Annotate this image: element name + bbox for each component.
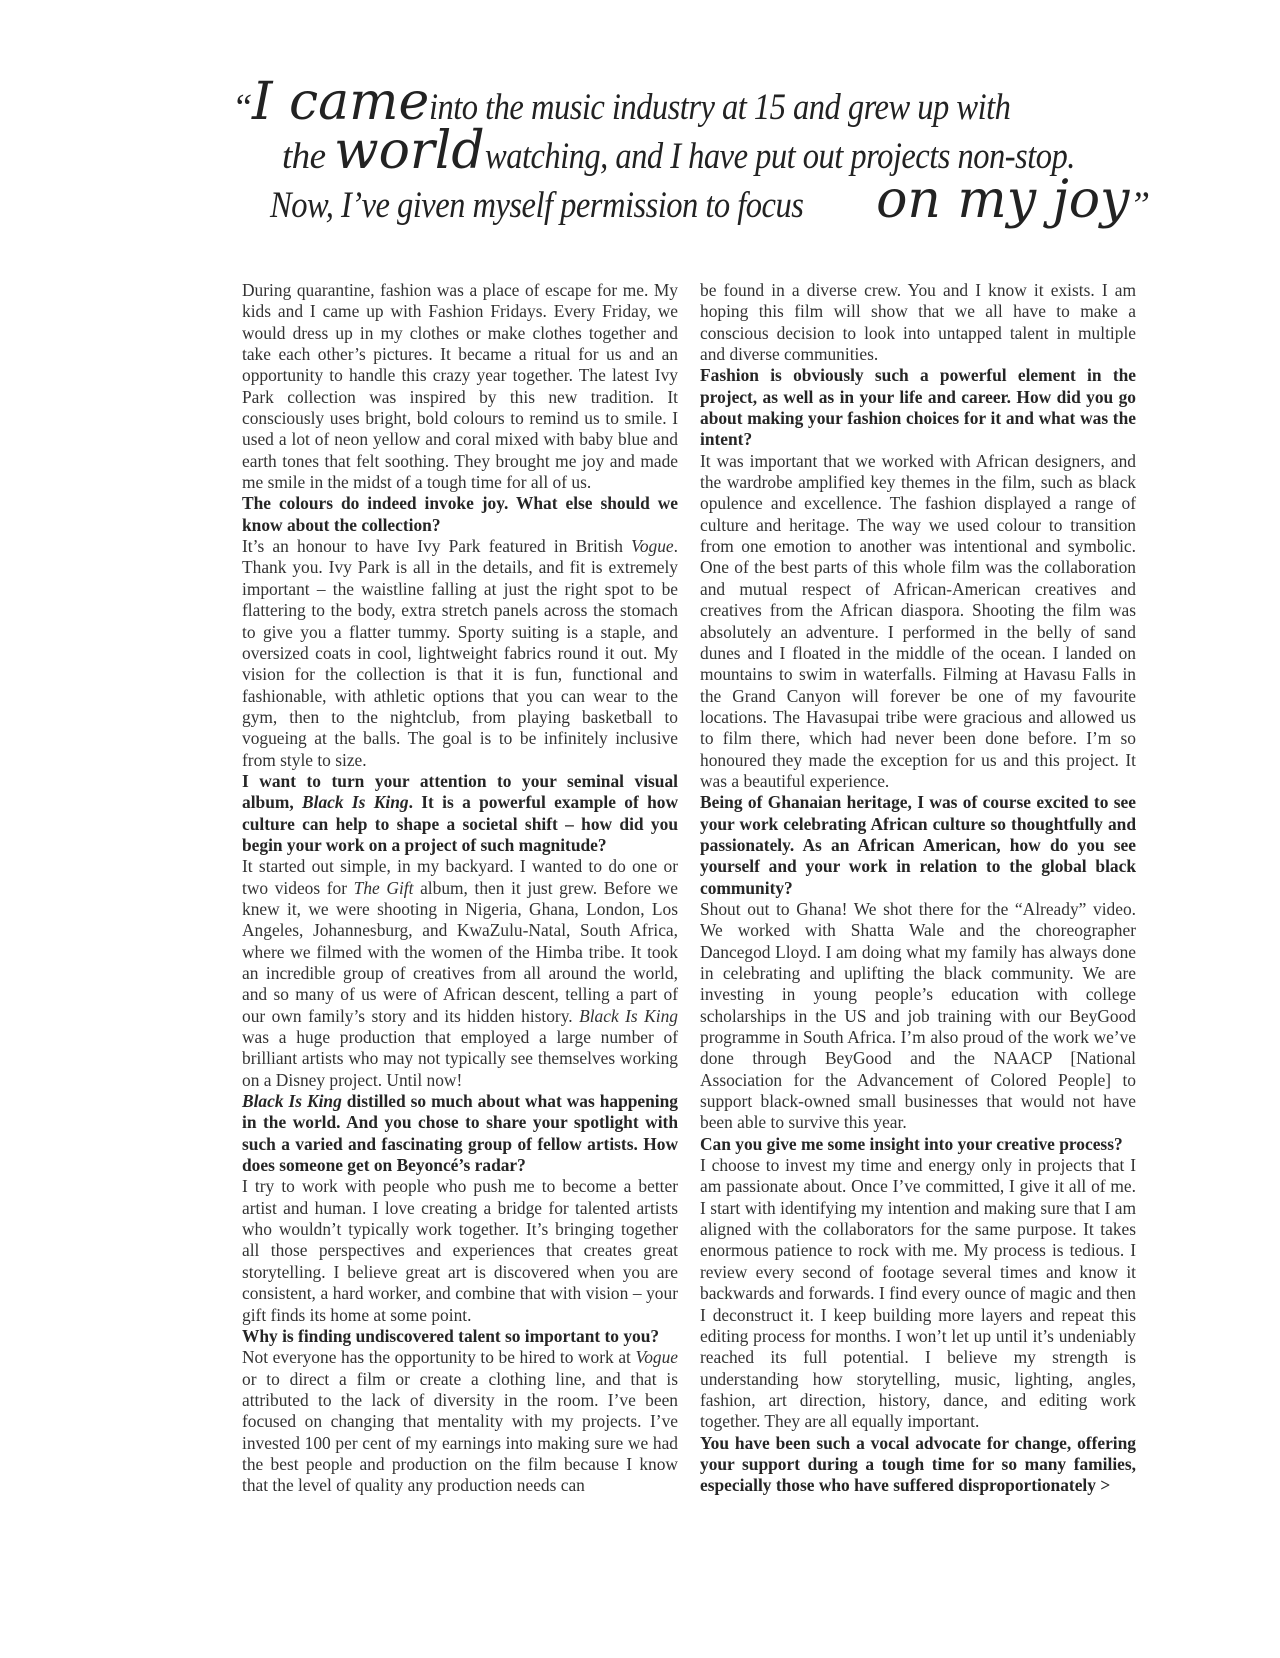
paragraph-text: You have been such a vocal advocate for change, offering your support during a tough time for so many families, especially those who have suffered disproportionately [700, 1432, 1136, 1496]
article-column-left [242, 280, 678, 1497]
paragraph-text: Can you give me some insight into your creative process? [700, 1133, 1123, 1154]
paragraph-text: Shout out to Ghana! We shot there for the “Already” video. We worked with Shatta Wale and the choreographer Dancegod Lloyd. I am doing what my family has always done in celebrating and uplifting the black community. We are investing in young people’s education with college scholarships in the US and job training with our BeyGood programme in South Africa. I’m also proud of the work we’ve done through BeyGood and the NAACP [National Association for the Advancement of Colored People] to support black-owned small businesses that would not have been able to survive this year. [700, 898, 1136, 1133]
pull-quote-emphasis: on my joy [876, 170, 1130, 230]
interview-answer [242, 1176, 678, 1325]
paragraph-text: It’s an honour to have Ivy Park featured in British [242, 536, 632, 557]
interview-question [700, 792, 1136, 899]
interview-question [242, 493, 678, 536]
pull-quote-line-3 [232, 170, 1172, 230]
italic-title-text: The Gift [353, 877, 414, 898]
interview-question [242, 771, 678, 856]
paragraph-text: During quarantine, fashion was a place of escape for me. My kids and I came up with Fashion Fridays. Every Friday, we would dress up in my clothes or make clothes together and take each other’s pictures. It became a ritual for us and an opportunity to handle this crazy year together. The latest Ivy Park collection was inspired by this new tradition. It consciously uses bright, bold colours to remind us to smile. I used a lot of neon yellow and coral mixed with baby blue and earth tones that felt soothing. They brought me joy and made me smile in the midst of a tough time for all of us. [242, 280, 678, 493]
article-column-right [700, 280, 1136, 1497]
pull-quote-emphasis: world [334, 121, 485, 181]
paragraph-text: Why is finding undiscovered talent so important to you? [242, 1325, 660, 1346]
interview-answer [700, 451, 1136, 793]
interview-answer [700, 899, 1136, 1134]
paragraph-text: was a huge production that employed a large number of brilliant artists who may not typically see themselves working on a Disney project. Until now! [242, 1027, 678, 1090]
interview-answer [242, 280, 678, 493]
paragraph-text: I try to work with people who push me to become a better artist and human. I love creating a bridge for talented artists who wouldn’t typically work together. It’s bringing together all those perspectives and experiences that creates great storytelling. I believe great art is discovered when you are consistent, a hard worker, and combine that with vision – your gift finds its home at some point. [242, 1176, 678, 1325]
italic-title-text: Vogue [635, 1347, 678, 1368]
pull-quote-line-2 [232, 121, 1172, 181]
pull-quote-text: into the music industry at 15 and grew up with [429, 87, 1011, 128]
interview-question [242, 1091, 678, 1176]
paragraph-text: Not everyone has the opportunity to be hired to work at [242, 1347, 636, 1368]
interview-answer [242, 536, 678, 771]
interview-answer [700, 1155, 1136, 1432]
paragraph-text: or to direct a film or create a clothing line, and that is attributed to the lack of diversity in the room. I’ve been focused on changing that mentality with my projects. I’ve invested 100 per cent of my earnings into making sure we had the best people and production on the film because I know that the level of quality any production needs can [242, 1368, 678, 1496]
paragraph-text: . It is a powerful example of how culture can help to shape a societal shift – how did you begin your work on a project of such magnitude? [242, 792, 678, 855]
pull-quote [232, 72, 1172, 230]
paragraph-text: I choose to invest my time and energy only in projects that I am passionate about. Once I’ve committed, I give it all of me. I start with identifying my intention and making sure that I am aligned with the collaborators for the same purpose. It takes enormous patience to rock with me. My process is tedious. I review every second of footage several times and know it backwards and forwards. I find every ounce of magic and then I deconstruct it. I keep building more layers and repeat this editing process for months. I won’t let up until it’s undeniably reached its full potential. I believe my strength is understanding how storytelling, music, lighting, angles, fashion, art direction, history, dance, and editing work together. They are all equally important. [700, 1155, 1136, 1432]
pull-quote-text: the [282, 136, 335, 177]
pull-quote-text: Now, I’ve given myself permission to focus [270, 185, 804, 226]
paragraph-text: It started out simple, in my backyard. I wanted to do one or two videos for [242, 856, 678, 898]
interview-question [700, 1134, 1136, 1155]
pull-quote-close-mark: ” [1129, 185, 1150, 226]
paragraph-text: I want to turn your attention to your seminal visual album, [242, 770, 678, 813]
paragraph-text: album, then it just grew. Before we knew it, we were shooting in Nigeria, Ghana, London, Los Angeles, Johannesburg, and KwaZulu-Natal, South Africa, where we filmed with the women of the Himba tribe. It took an incredible group of creatives from all around the world, and so many of us were of African descent, telling a part of our own family’s story and its hidden history. [242, 877, 678, 1026]
pull-quote-emphasis: I came [251, 72, 430, 132]
paragraph-text: be found in a diverse crew. You and I know it exists. I am hoping this film will show that we all have to make a conscious decision to look into untapped talent in multiple and diverse communities. [700, 280, 1136, 365]
italic-title-text: Black Is King [302, 792, 409, 813]
paragraph-text: Fashion is obviously such a powerful element in the project, as well as in your life and career. How did you go about making your fashion choices for it and what was the intent? [700, 365, 1136, 450]
pull-quote-text: watching, and I have put out projects non-stop. [484, 136, 1075, 177]
interview-question [700, 1433, 1136, 1497]
continued-arrow-icon: > [1095, 1475, 1111, 1496]
italic-title-text: Black Is King [242, 1091, 342, 1112]
pull-quote-open-mark: “ [232, 87, 252, 128]
interview-answer [242, 1347, 678, 1496]
interview-question [700, 365, 1136, 450]
interview-answer [700, 280, 1136, 365]
interview-answer [242, 856, 678, 1091]
italic-title-text: Black Is King [579, 1005, 678, 1026]
paragraph-text: It was important that we worked with African designers, and the wardrobe amplified key themes in the film, such as black opulence and excellence. The fashion displayed a range of culture and heritage. The way we used colour to transition from one emotion to another was intentional and symbolic. One of the best parts of this whole film was the collaboration and mutual respect of African-American creatives and creatives from the African diaspora. Shooting the film was absolutely an adventure. I performed in the belly of sand dunes and I floated in the middle of the ocean. I landed on mountains to swim in waterfalls. Filming at Havasu Falls in the Grand Canyon will forever be one of my favourite locations. The Havasupai tribe were gracious and allowed us to film there, which had never been done before. I’m so honoured they made the exception for us and this project. It was a beautiful experience. [700, 450, 1136, 791]
paragraph-text: distilled so much about what was happening in the world. And you chose to share your spotlight with such a varied and fascinating group of fellow artists. How does someone get on Beyoncé’s radar? [242, 1091, 678, 1176]
paragraph-text: The colours do indeed invoke joy. What else should we know about the collection? [242, 493, 678, 535]
paragraph-text: Being of Ghanaian heritage, I was of course excited to see your work celebrating African culture so thoughtfully and passionately. As an African American, how do you see yourself and your work in relation to the global black community? [700, 792, 1136, 898]
italic-title-text: Vogue [631, 536, 674, 557]
paragraph-text: . Thank you. Ivy Park is all in the details, and fit is extremely important – the waistline falling at just the right spot to be flattering to the body, extra stretch panels across the stomach to give you a flatter tummy. Sporty suiting is a staple, and oversized coats in cool, lightweight fabrics round it out. My vision for the collection is that it is fun, functional and fashionable, with athletic options that you can wear to the gym, then to the nightclub, from playing basketball to vogueing at the balls. The goal is to be infinitely inclusive from style to size. [242, 536, 678, 770]
interview-question [242, 1326, 678, 1347]
